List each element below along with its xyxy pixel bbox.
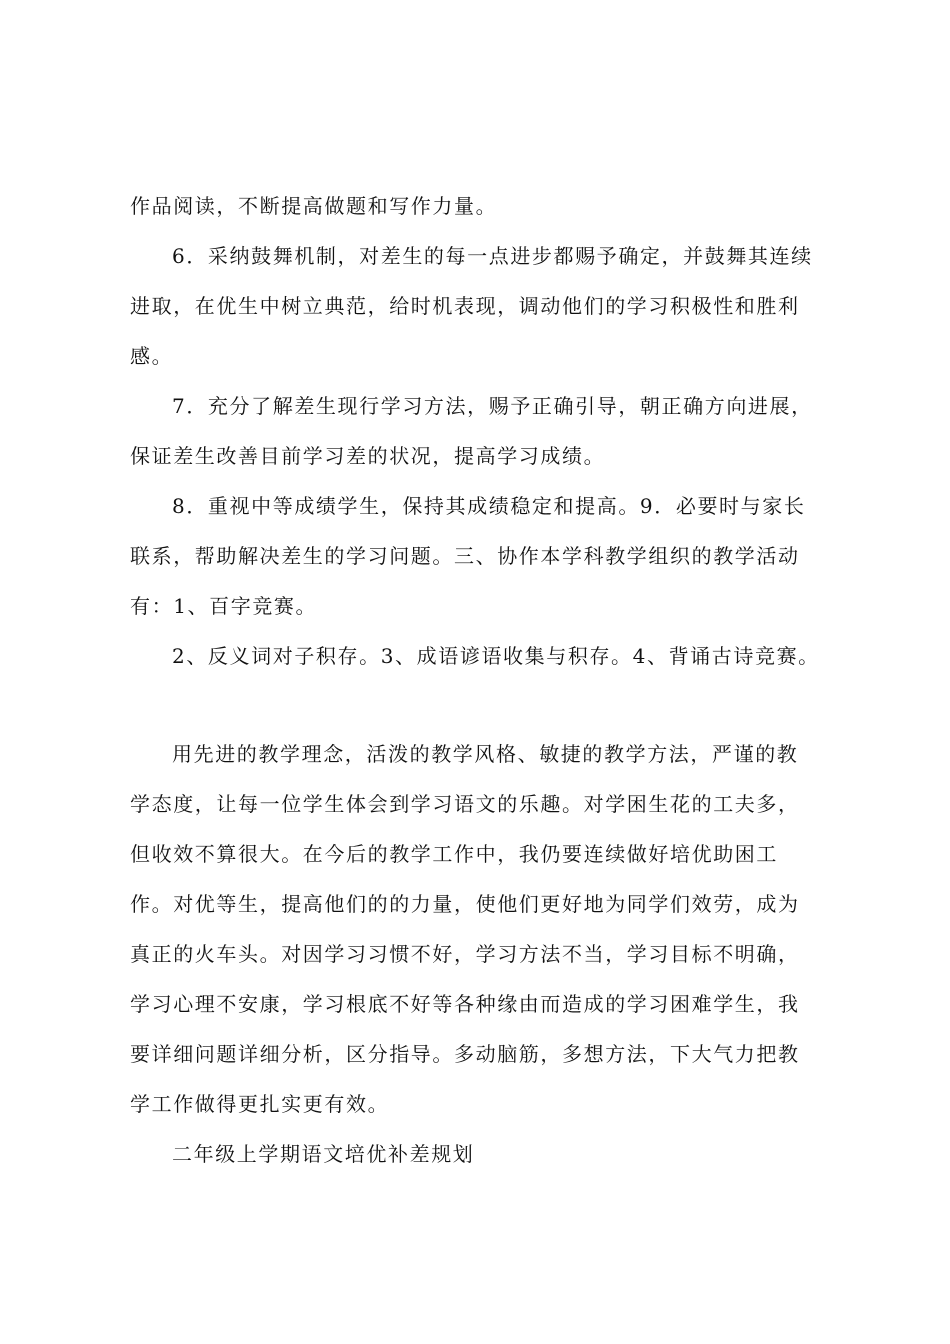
paragraph-line: 学工作做得更扎实更有效。 [130, 1092, 390, 1116]
paragraph-line: 要详细问题详细分析，区分指导。多动脑筋，多想方法，下大气力把教 [130, 1042, 800, 1066]
paragraph-line: 感。 [130, 344, 174, 368]
paragraph-line: 联系，帮助解决差生的学习问题。三、协作本学科教学组织的教学活动 [130, 544, 800, 568]
paragraph-line: 作。对优等生，提高他们的的力量，使他们更好地为同学们效劳，成为 [130, 892, 800, 916]
paragraph-line: 有：1、百字竞赛。 [130, 594, 318, 618]
paragraph-line: 6．采纳鼓舞机制，对差生的每一点进步都赐予确定，并鼓舞其连续 [172, 244, 813, 268]
paragraph-line: 学习心理不安康，学习根底不好等各种缘由而造成的学习困难学生，我 [130, 992, 800, 1016]
paragraph-line: 用先进的教学理念，活泼的教学风格、敏捷的教学方法，严谨的教 [172, 742, 799, 766]
paragraph-line: 作品阅读，不断提高做题和写作力量。 [130, 194, 498, 218]
paragraph-line: 但收效不算很大。在今后的教学工作中，我仍要连续做好培优助困工 [130, 842, 778, 866]
paragraph-line: 2、反义词对子积存。3、成语谚语收集与积存。4、背诵古诗竞赛。 [172, 644, 820, 668]
paragraph-line: 保证差生改善目前学习差的状况，提高学习成绩。 [130, 444, 606, 468]
paragraph-line: 进取，在优生中树立典范，给时机表现，调动他们的学习积极性和胜利 [130, 294, 800, 318]
paragraph-line: 学态度，让每一位学生体会到学习语文的乐趣。对学困生花的工夫多， [130, 792, 800, 816]
paragraph-line: 8．重视中等成绩学生，保持其成绩稳定和提高。9．必要时与家长 [172, 494, 806, 518]
section-heading: 二年级上学期语文培优补差规划 [172, 1142, 475, 1166]
paragraph-line: 7．充分了解差生现行学习方法，赐予正确引导，朝正确方向进展， [172, 394, 813, 418]
paragraph-line: 真正的火车头。对因学习习惯不好，学习方法不当，学习目标不明确， [130, 942, 800, 966]
